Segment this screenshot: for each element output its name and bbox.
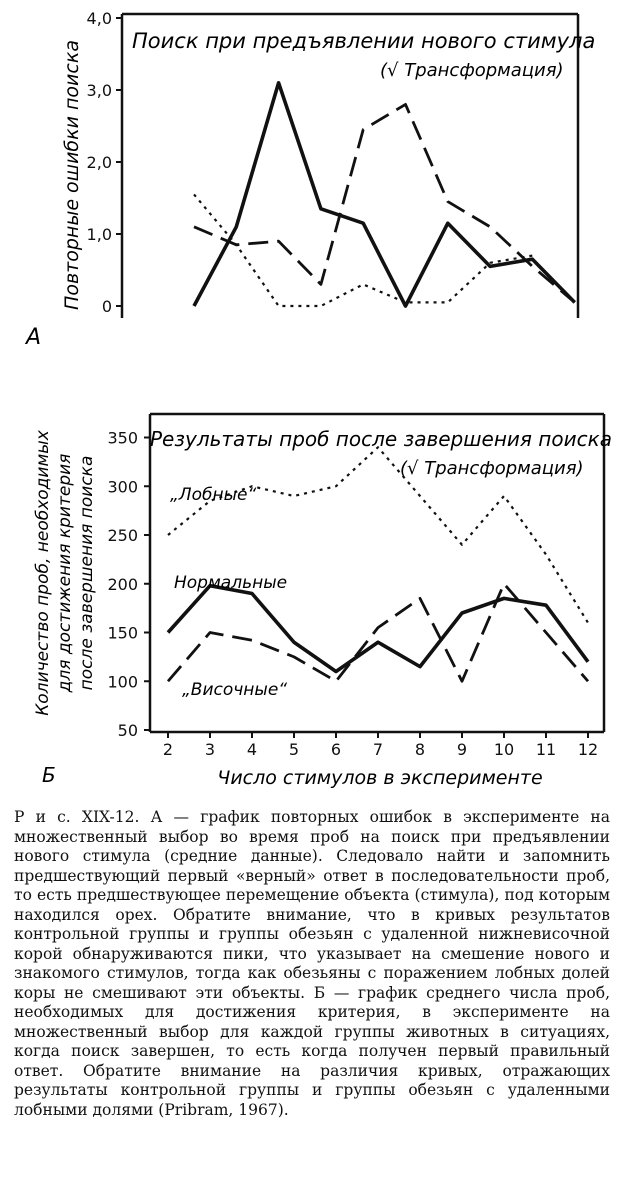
panel-a-ytick-label: 3,0 (86, 81, 112, 100)
panel-b-xtick-label: 5 (288, 740, 300, 759)
panel-b-ylabel-line-3: после завершения поиска (77, 455, 97, 691)
panel-b-letter: Б (42, 763, 56, 787)
panel-b-xtick-label: 2 (162, 740, 174, 759)
panel-b-xtick-label: 12 (577, 740, 599, 759)
figure-caption: Р и с. XIX-12. А — график повторных ошибок в эксперименте на множественный выбор во время проб на поиск при предъявлении нового стимула (средние данные). Следовало найти и запомнить предшествующий первый «верный» ответ в последовательности проб, то есть предшествующее перемещение объекта (стимула), под которым находился орех. Обратите внимание, что в кривых результатов контрольной группы и группы обезьян с удаленной нижневисочной корой обнаруживаются пики, что указывает на смешение нового и знакомого стимулов, тогда как обезьяны с поражением лобных долей коры не смешивают эти объекты. Б — график среднего числа проб, необходимых для достижения критерия, в эксперименте на множественный выбор для каждой группы животных в ситуациях, когда поиск завершен, то есть когда получен первый правильный ответ. Обратите внимание на различия кривых, отражающих результаты контрольной группы и группы обезьян с удаленными лобными долями (Pribram, 1967). (14, 808, 610, 1119)
panel-a-subtitle: (√ Трансформация) (380, 60, 564, 81)
panel-a-series-dashed-line (194, 104, 575, 302)
panel-a-series (194, 83, 575, 306)
panel-a-ylabel: Повторные ошибки поиска (61, 40, 83, 310)
panel-a-letter: A (26, 325, 42, 350)
panel-b-xtick-label: 3 (204, 740, 216, 759)
panel-b-subtitle: (√ Трансформация) (400, 458, 584, 479)
panel-a-y-ticks (87, 9, 122, 316)
panel-b-ytick-label: 150 (107, 623, 138, 643)
panel-a-ytick-label: 1,0 (86, 225, 112, 244)
panel-a-ytick-label: 4,0 (86, 9, 112, 28)
panel-a-series-dotted-line (194, 194, 532, 306)
panel-b-xtick-label: 6 (330, 740, 342, 759)
panel-b-xtick-label: 8 (414, 740, 426, 759)
panel-b-ytick-label: 300 (107, 477, 138, 497)
panel-b (33, 414, 612, 789)
panel-b-title: Результаты проб после завершения поиска (150, 427, 612, 451)
panel-b-xlabel: Число стимулов в эксперименте (217, 767, 543, 789)
panel-b-series (168, 447, 588, 681)
panel-a-ytick-label: 2,0 (86, 153, 112, 172)
panel-a (24, 9, 595, 350)
panel-b-ylabel-line-2: для достижения критерия (55, 453, 75, 693)
panel-b-xtick-label: 10 (493, 740, 515, 759)
panel-b-xtick-label: 7 (372, 740, 384, 759)
panel-b-ytick-label: 200 (107, 574, 138, 594)
panel-b-ytick-label: 250 (107, 526, 138, 545)
panel-a-title: Поиск при предъявлении нового стимула (132, 29, 596, 53)
panel-b-series-dashed-line (168, 584, 588, 682)
panel-b-ytick-label: 100 (107, 672, 138, 692)
legend-temporal-label: „Височные“ (182, 680, 288, 700)
panel-b-ytick-label: 50 (117, 721, 138, 740)
panel-b-xtick-label: 9 (456, 740, 468, 759)
panel-a-ytick-label: 0 (101, 297, 112, 316)
panel-b-ylabel-line-1: Количество проб, необходимых (33, 430, 53, 716)
panel-b-x-ticks (163, 732, 598, 759)
legend-frontal-label: „Лобные“ (170, 485, 257, 505)
panel-b-y-ticks (107, 429, 150, 741)
panel-b-ylabel (33, 429, 97, 716)
legend-normal-label: Нормальные (174, 573, 288, 593)
panel-b-xtick-label: 4 (246, 740, 258, 759)
panel-b-ytick-label: 350 (107, 428, 138, 448)
panel-b-xtick-label: 11 (535, 740, 557, 759)
